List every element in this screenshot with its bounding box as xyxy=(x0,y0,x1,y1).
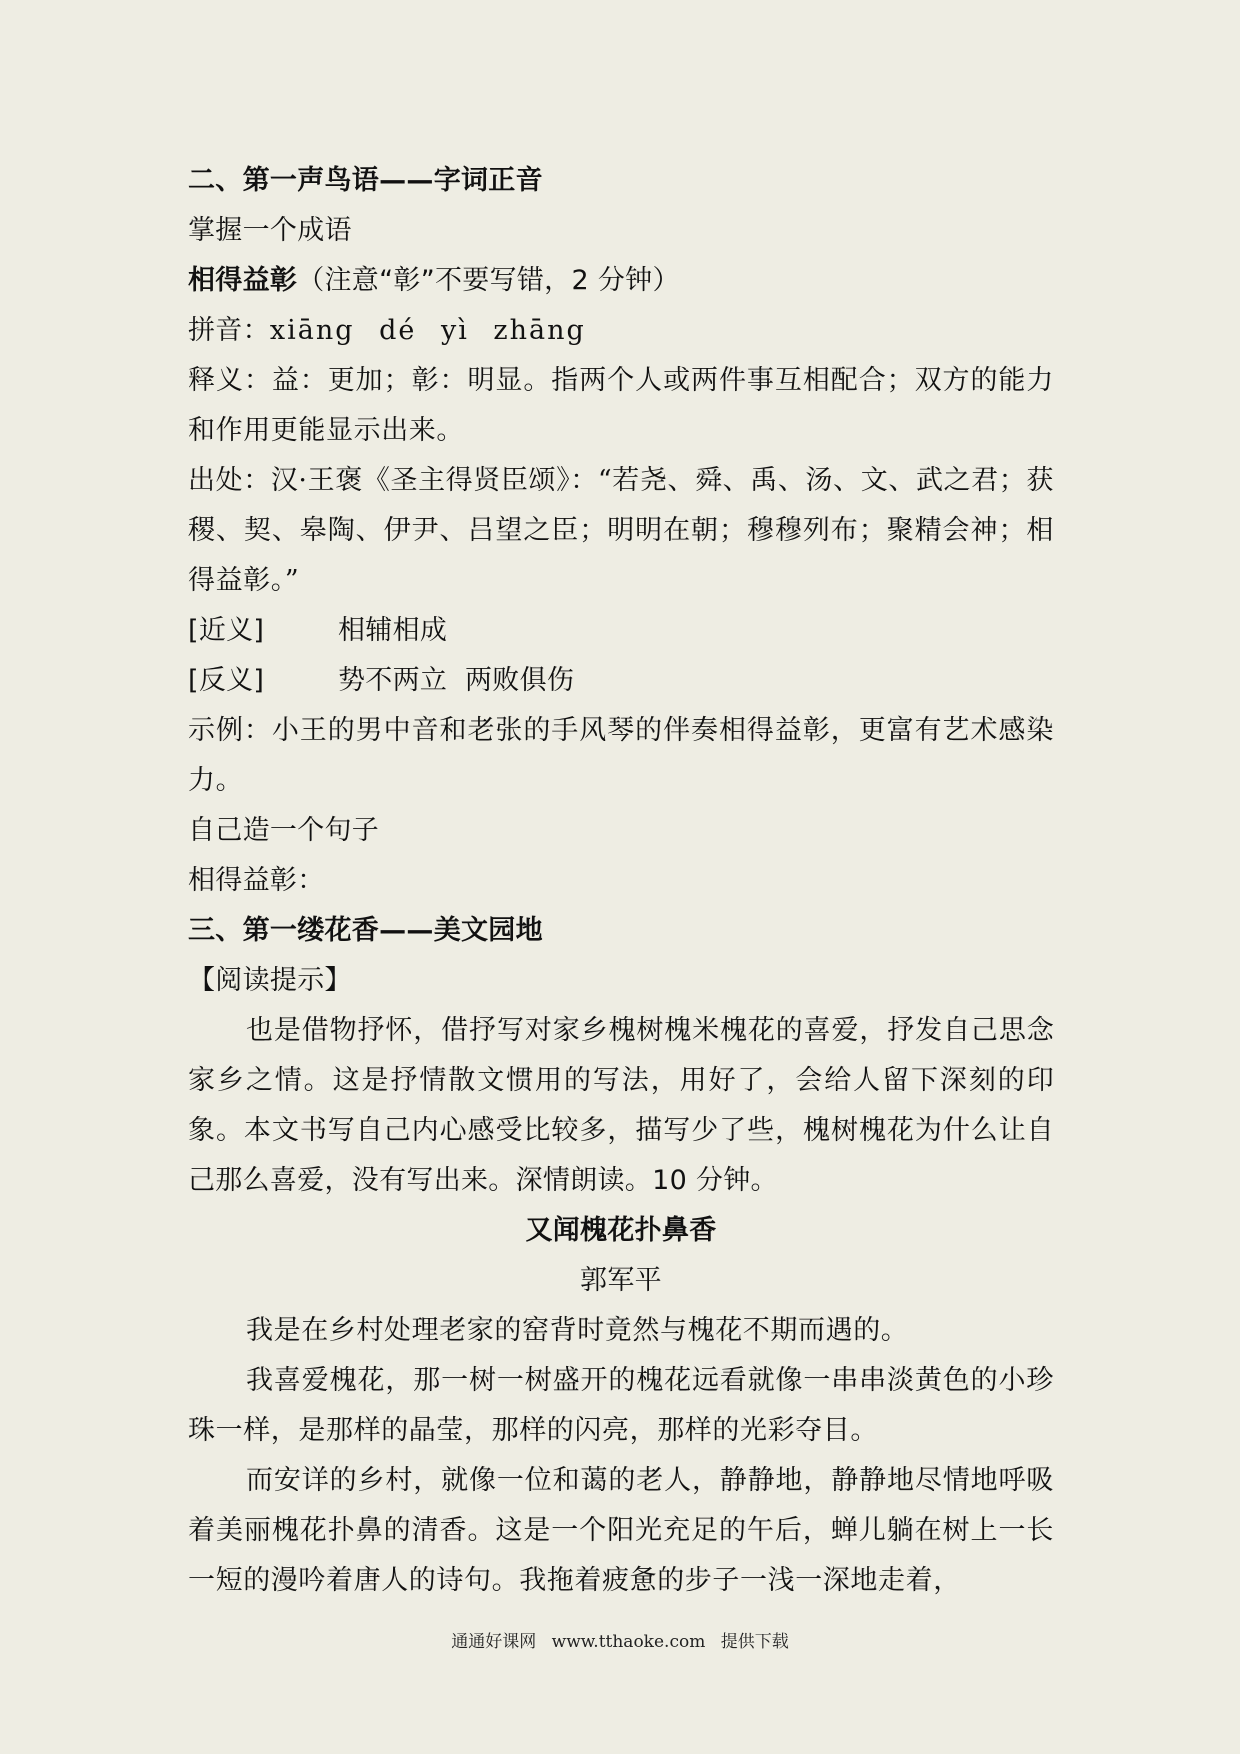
synonym-label: [近义] xyxy=(188,615,265,646)
reading-tip-paragraph: 也是借物抒怀，借抒写对家乡槐树槐米槐花的喜爱，抒发自己思念家乡之情。这是抒情散文惯用的写法，用好了，会给人留下深刻的印象。本文书写自己内心感受比较多，描写少了些，槐树槐花为什么让自己那么喜爱，没有写出来。深情朗读。10 分钟。 xyxy=(188,1015,1054,1196)
own-sentence-prompt: 相得益彰： xyxy=(188,865,325,896)
article-author: 郭军平 xyxy=(580,1265,662,1296)
idiom-title: 相得益彰 xyxy=(188,265,298,296)
own-sentence-heading: 自己造一个句子 xyxy=(188,815,380,846)
footer-url: www.tthaoke.com xyxy=(551,1632,706,1652)
meaning-text: 益：更加；彰：明显。指两个人或两件事互相配合；双方的能力和作用更能显示出来。 xyxy=(188,365,1054,446)
antonym-value: 势不两立 两败俱伤 xyxy=(338,665,575,696)
article-paragraph: 我是在乡村处理老家的窑背时竟然与槐花不期而遇的。 xyxy=(246,1315,909,1346)
article-title: 又闻槐花扑鼻香 xyxy=(525,1215,717,1246)
example-text: 小王的男中音和老张的手风琴的伴奏相得益彰，更富有艺术感染力。 xyxy=(188,715,1054,796)
source-label: 出处： xyxy=(188,465,271,496)
antonym-line xyxy=(188,656,1054,706)
antonym-label: [反义] xyxy=(188,665,265,696)
synonym-line xyxy=(188,606,1054,656)
section-heading-2: 二、第一声鸟语——字词正音 xyxy=(188,165,543,196)
meaning-label: 释义： xyxy=(188,365,272,396)
page-footer xyxy=(0,1627,1240,1652)
section-heading-3: 三、第一缕花香——美文园地 xyxy=(188,915,543,946)
article-paragraph: 而安详的乡村，就像一位和蔼的老人，静静地，静静地尽情地呼吸着美丽槐花扑鼻的清香。这是一个阳光充足的午后，蝉儿躺在树上一长一短的漫吟着唐人的诗句。我拖着疲惫的步子一浅一深地走着， xyxy=(188,1465,1054,1596)
footer-site-name: 通通好课网 xyxy=(451,1632,537,1652)
example-paragraph xyxy=(188,706,1054,806)
document-body xyxy=(188,156,1054,1606)
pinyin-value: xiāng dé yì zhāng xyxy=(269,315,586,346)
source-paragraph xyxy=(188,456,1054,606)
reading-tip-label: 【阅读提示】 xyxy=(188,965,352,996)
idiom-note: （注意“彰”不要写错，2 分钟） xyxy=(297,265,680,296)
source-text: 汉·王褒《圣主得贤臣颂》：“若尧、舜、禹、汤、文、武之君；获稷、契、皋陶、伊尹、吕望之臣；明明在朝；穆穆列布；聚精会神；相得益彰。” xyxy=(188,465,1054,596)
synonym-value: 相辅相成 xyxy=(338,615,448,646)
pinyin-label: 拼音： xyxy=(188,315,270,346)
idiom-line xyxy=(188,256,1054,306)
meaning-paragraph xyxy=(188,356,1054,456)
example-label: 示例： xyxy=(188,715,272,746)
article-paragraph: 我喜爱槐花，那一树一树盛开的槐花远看就像一串串淡黄色的小珍珠一样，是那样的晶莹，那样的闪亮，那样的光彩夺目。 xyxy=(188,1365,1054,1446)
footer-suffix: 提供下载 xyxy=(720,1632,789,1652)
subheading-idiom: 掌握一个成语 xyxy=(188,215,352,246)
pinyin-line xyxy=(188,306,1054,356)
